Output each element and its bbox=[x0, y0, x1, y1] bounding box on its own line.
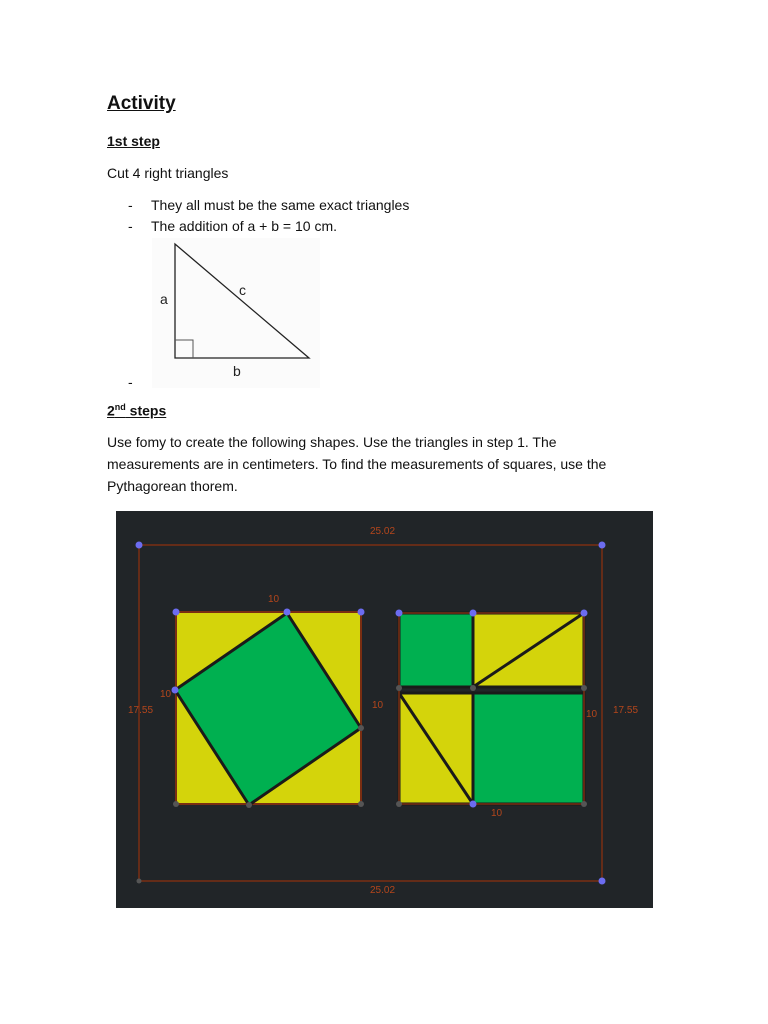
right-top-left-point bbox=[396, 610, 403, 617]
right-mid-right-point bbox=[581, 685, 587, 691]
left-top-left-point bbox=[173, 609, 180, 616]
outer-left-label: 17.55 bbox=[128, 705, 154, 716]
side-c-label: c bbox=[239, 282, 246, 298]
step2-heading-text: steps bbox=[125, 402, 167, 419]
right-triangle-figure bbox=[152, 238, 320, 388]
right-bottom-mid-point bbox=[470, 801, 477, 808]
bullet-marker: - bbox=[128, 218, 133, 234]
left-bottom-right-point bbox=[358, 801, 364, 807]
left-top-mid-point bbox=[284, 609, 291, 616]
step2-heading-number: 2 bbox=[107, 402, 115, 419]
step1-heading: 1st step bbox=[107, 133, 160, 149]
right-mid-left-point bbox=[396, 685, 402, 691]
step2-paragraph-line-3: Pythagorean thorem. bbox=[107, 478, 238, 494]
right-bottom-left-point bbox=[396, 801, 402, 807]
step1-instruction: Cut 4 right triangles bbox=[107, 165, 229, 181]
left-side-label: 10 bbox=[160, 689, 172, 700]
bullet-marker: - bbox=[128, 197, 133, 213]
left-top-right-point bbox=[358, 609, 365, 616]
outer-right-label: 17.55 bbox=[613, 705, 639, 716]
right-top-left-green-square bbox=[399, 613, 473, 687]
right-triangle bbox=[175, 244, 309, 358]
bullet-a-plus-b: The addition of a + b = 10 cm. bbox=[151, 218, 338, 234]
outer-top-label: 25.02 bbox=[370, 526, 396, 537]
activity-title: Activity bbox=[107, 93, 176, 114]
outer-top-left-point bbox=[136, 542, 143, 549]
right-side-label: 10 bbox=[586, 709, 598, 720]
side-b-label: b bbox=[233, 363, 241, 379]
bullet-marker: - bbox=[128, 374, 133, 390]
outer-bottom-label: 25.02 bbox=[370, 885, 396, 896]
left-side-point bbox=[172, 687, 179, 694]
left-right-label: 10 bbox=[372, 700, 384, 711]
outer-bottom-right-point bbox=[599, 878, 606, 885]
right-bottom-right-point bbox=[581, 801, 587, 807]
outer-top-right-point bbox=[599, 542, 606, 549]
step2-heading bbox=[107, 402, 166, 419]
right-bottom-right-green-square bbox=[473, 693, 584, 804]
outer-bottom-left-point bbox=[137, 879, 142, 884]
step2-paragraph-line-1: Use fomy to create the following shapes. Use the triangles in step 1. The bbox=[107, 434, 557, 450]
right-mid-center-point bbox=[470, 685, 476, 691]
step2-paragraph-line-2: measurements are in centimeters. To find the measurements of squares, use the bbox=[107, 456, 607, 472]
side-a-label: a bbox=[160, 291, 168, 307]
left-bottom-mid-point bbox=[246, 802, 252, 808]
pythagorean-squares-figure bbox=[116, 511, 653, 908]
left-top-label: 10 bbox=[268, 594, 280, 605]
right-angle-marker bbox=[175, 340, 193, 358]
step2-heading-suffix: nd bbox=[114, 402, 126, 412]
left-right-point bbox=[358, 725, 364, 731]
left-bottom-left-point bbox=[173, 801, 179, 807]
right-top-mid-point bbox=[470, 610, 477, 617]
right-top-right-point bbox=[581, 610, 588, 617]
bullet-same-triangles: They all must be the same exact triangles bbox=[151, 197, 410, 213]
right-bottom-label: 10 bbox=[491, 808, 503, 819]
